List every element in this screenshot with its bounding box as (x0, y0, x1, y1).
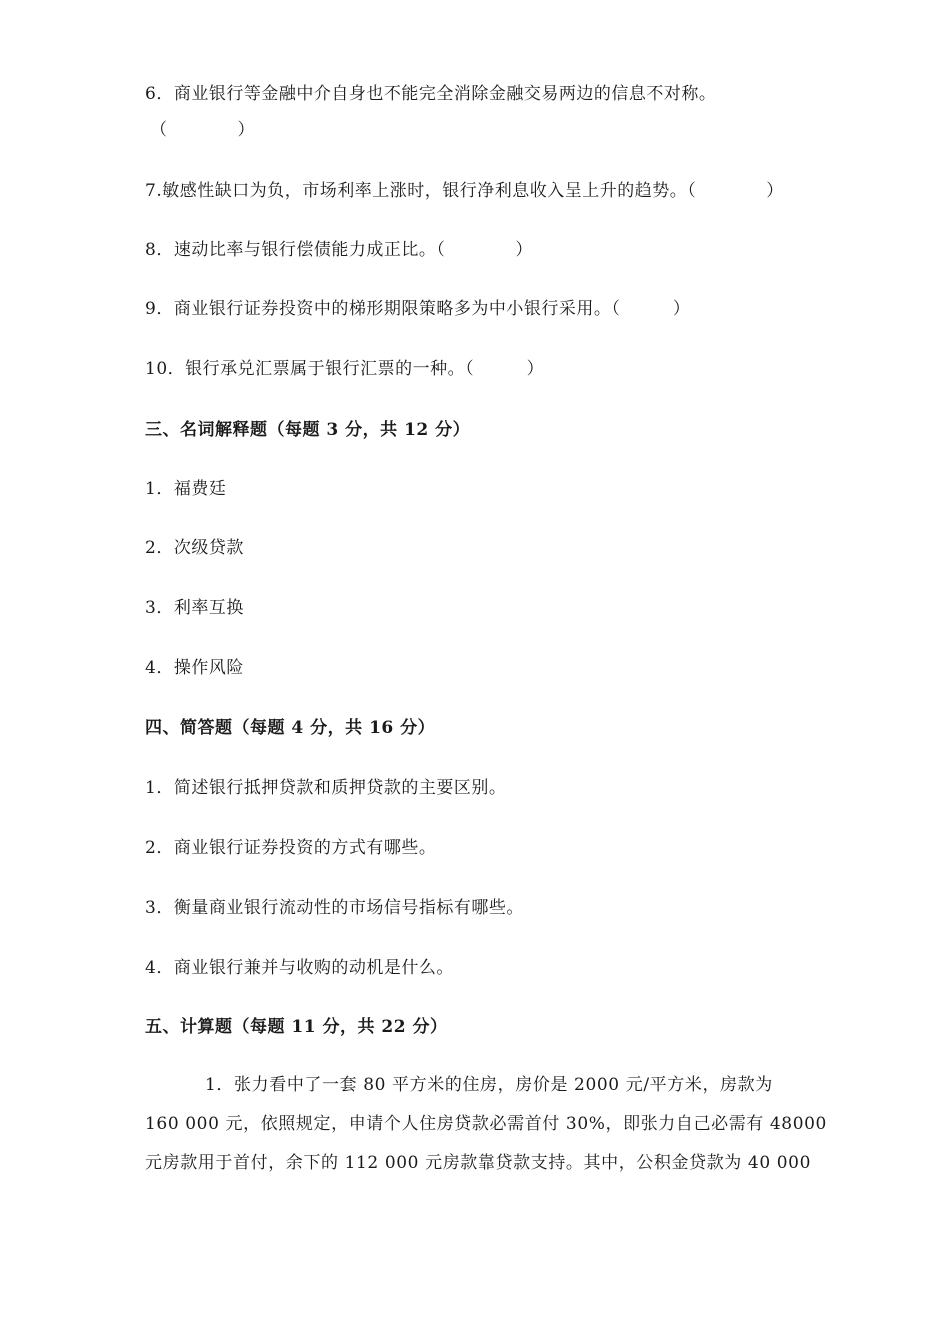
judgement-item-6-answer-blank: （ ） (150, 120, 255, 140)
judgement-item-8: 8．速动比率与银行偿债能力成正比。（ ） (145, 240, 533, 260)
judgement-item-7: 7.敏感性缺口为负，市场利率上涨时，银行净利息收入呈上升的趋势。（ ） (145, 181, 784, 201)
judgement-item-9: 9．商业银行证券投资中的梯形期限策略多为中小银行采用。（ ） (145, 299, 691, 319)
section-5-heading: 五、计算题（每题 11 分，共 22 分） (145, 1017, 448, 1037)
section-3-item-3: 3．利率互换 (145, 598, 244, 618)
section-5-question-1-line-3: 元房款用于首付，余下的 112 000 元房款靠贷款支持。其中，公积金贷款为 40 000 (145, 1153, 811, 1173)
section-5-question-1-line-1: 1．张力看中了一套 80 平方米的住房，房价是 2000 元/平方米，房款为 (205, 1075, 773, 1095)
section-3-item-2: 2．次级贷款 (145, 538, 244, 558)
section-4-item-2: 2．商业银行证券投资的方式有哪些。 (145, 838, 437, 858)
section-4-heading: 四、简答题（每题 4 分，共 16 分） (145, 718, 436, 738)
section-3-item-1: 1．福费廷 (145, 479, 227, 499)
section-5-question-1-line-2: 160 000 元，依照规定，申请个人住房贷款必需首付 30%，即张力自己必需有 48000 (145, 1114, 827, 1134)
section-4-item-4: 4．商业银行兼并与收购的动机是什么。 (145, 958, 454, 978)
section-4-item-1: 1．简述银行抵押贷款和质押贷款的主要区别。 (145, 778, 507, 798)
section-3-item-4: 4．操作风险 (145, 658, 244, 678)
judgement-item-6: 6．商业银行等金融中介自身也不能完全消除金融交易两边的信息不对称。 (145, 84, 717, 104)
section-4-item-3: 3．衡量商业银行流动性的市场信号指标有哪些。 (145, 898, 524, 918)
judgement-item-10: 10．银行承兑汇票属于银行汇票的一种。（ ） (145, 359, 545, 379)
section-3-heading: 三、名词解释题（每题 3 分，共 12 分） (145, 420, 471, 440)
